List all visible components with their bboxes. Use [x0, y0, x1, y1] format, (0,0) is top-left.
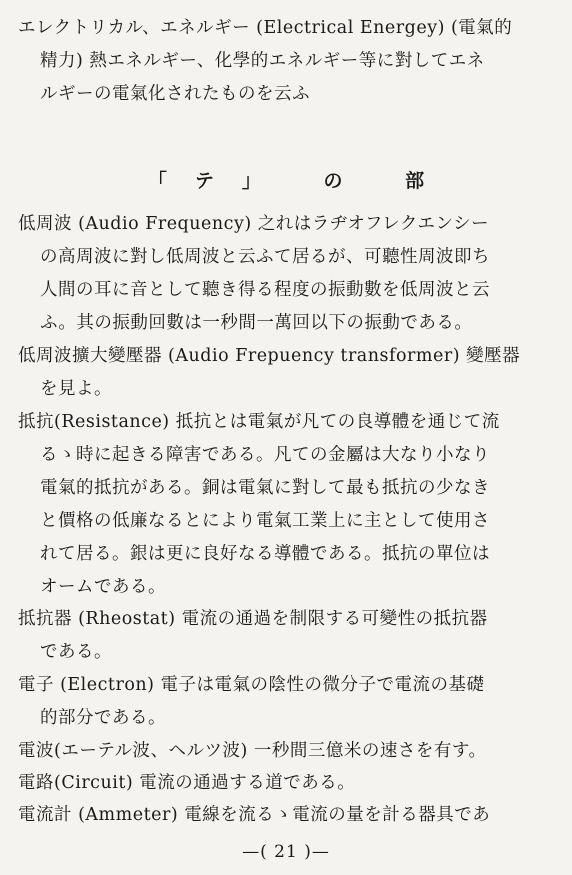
dictionary-entry [18, 406, 558, 604]
entry-line: 人間の耳に音として聽き得る程度の振動數を低周波と云 [40, 280, 490, 300]
entry-line: ふ。其の振動回數は一秒間一萬回以下の振動である。 [40, 313, 473, 333]
intro-line: 精力) 熱エネルギー、化學的エネルギー等に對してエネ [40, 51, 485, 71]
entry-line: オームである。 [40, 577, 166, 597]
dictionary-entry [18, 767, 558, 800]
intro-entry [18, 12, 558, 111]
entry-line: 抵抗(Resistance) 抵抗とは電氣が凡ての良導體を通じて流 [18, 412, 500, 432]
entry-line: 低周波 (Audio Frequency) 之れはラヂオフレクエンシー [18, 214, 490, 234]
entry-line: の高周波に對し低周波と云ふて居るが、可聽性周波即ち [40, 247, 490, 267]
dictionary-entry [18, 603, 558, 669]
entry-line: 電路(Circuit) 電流の通過する道である。 [18, 773, 356, 793]
dictionary-entry [18, 735, 558, 768]
entry-line: と價格の低廉なるとにより電氣工業上に主として使用さ [40, 511, 490, 531]
intro-line: ルギーの電氣化されたものを云ふ [40, 84, 310, 104]
entry-line: れて居る。銀は更に良好なる導體である。抵抗の單位は [40, 544, 490, 564]
intro-line: エレクトリカル、エネルギー (Electrical Energey) (電氣的 [18, 18, 513, 38]
dictionary-entry [18, 799, 558, 832]
entry-line: 電氣的抵抗がある。銅は電氣に對して最も抵抗の少なき [40, 478, 490, 498]
entry-line: 電子 (Electron) 電子は電氣の陰性の微分子で電流の基礎 [18, 675, 485, 695]
entry-line: を見よ。 [40, 379, 112, 399]
page-number: —( 21 )— [242, 842, 330, 862]
entry-line: 的部分である。 [40, 708, 166, 728]
dictionary-entry [18, 340, 558, 406]
entry-line: 低周波擴大變壓器 (Audio Frepuency transformer) 變壓器 [18, 346, 521, 366]
dictionary-entry [18, 669, 558, 735]
section-heading: 「テ」 の 部 [147, 170, 453, 192]
entry-line: である。 [40, 642, 112, 662]
entry-line: るゝ時に起きる障害である。凡ての金屬は大なり小なり [40, 445, 490, 465]
entry-line: 電流計 (Ammeter) 電線を流るゝ電流の量を計る器具であ [18, 805, 491, 825]
entry-line: 電波(エーテル波、ヘルツ波) 一秒間三億米の速さを有す。 [18, 741, 487, 761]
dictionary-entry [18, 208, 558, 340]
entry-line: 抵抗器 (Rheostat) 電流の通過を制限する可變性の抵抗器 [18, 609, 488, 629]
